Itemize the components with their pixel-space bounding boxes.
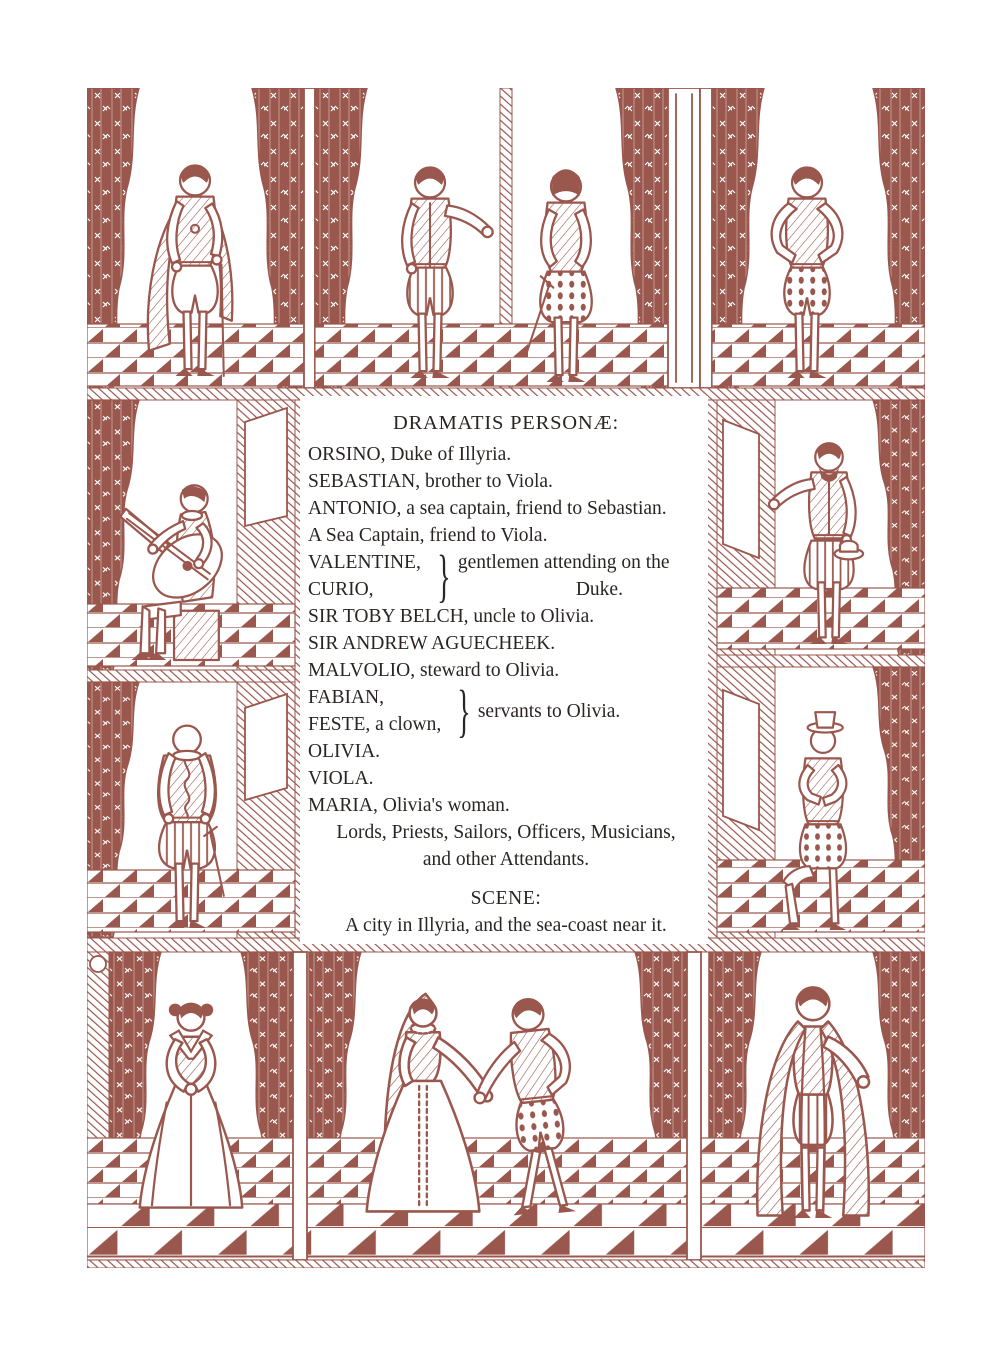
cast-entry-orsino: ORSINO, Duke of Illyria.	[308, 444, 512, 465]
figure-gentlewoman	[140, 1004, 242, 1208]
scene-block	[308, 885, 704, 939]
group-description: Duke.	[575, 579, 623, 600]
panel-dancing-clown	[717, 667, 925, 938]
cast-entry-viola: VIOLA.	[308, 768, 374, 789]
top-band	[87, 88, 925, 400]
figure-lady-in-veil	[367, 994, 492, 1212]
cast-entry-olivia: OLIVIA.	[308, 741, 381, 762]
panel-sea-captain	[717, 400, 925, 667]
stage-pole	[293, 952, 307, 1260]
cast-entry-sir-toby: SIR TOBY BELCH, uncle to Olivia.	[308, 606, 595, 627]
panel-man-akimbo	[712, 88, 925, 388]
cast-group-fabian-feste	[308, 678, 704, 743]
panel-man-with-cane	[87, 88, 304, 388]
cast-entry-fabian: FABIAN,	[308, 687, 385, 708]
scene-title: SCENE:	[470, 888, 542, 909]
dramatis-personae-panel	[300, 396, 708, 944]
cast-entry-sea-captain: A Sea Captain, friend to Viola.	[308, 525, 548, 546]
scene-description: A city in Illyria, and the sea-coast near it.	[345, 915, 667, 936]
group-description: gentlemen attending on the	[457, 552, 670, 573]
cast-entry-malvolio: MALVOLIO, steward to Olivia.	[308, 660, 560, 681]
cast-group-valentine-curio	[308, 543, 704, 608]
panel-lute-player	[87, 400, 295, 682]
cast-entry-maria: MARIA, Olivia's woman.	[308, 795, 510, 816]
cast-others-line2: and other Attendants.	[422, 849, 590, 870]
panel-two-gentlemen	[315, 88, 700, 388]
cast-entry-antonio: ANTONIO, a sea captain, friend to Sebastian.	[308, 498, 667, 519]
cast-entry-valentine: VALENTINE,	[308, 552, 421, 573]
group-description: servants to Olivia.	[477, 700, 621, 722]
cast-entry-feste: FESTE, a clown,	[308, 714, 442, 735]
bottom-band	[87, 952, 925, 1268]
page-title: DRAMATIS PERSONÆ:	[392, 412, 620, 434]
stage-pole	[687, 952, 701, 1260]
cast-others-line1: Lords, Priests, Sailors, Officers, Musicians,	[336, 822, 676, 843]
brace-glyph: }	[457, 678, 471, 743]
cast-entry-sebastian: SEBASTIAN, brother to Viola.	[308, 471, 553, 492]
cast-entry-curio: CURIO,	[308, 579, 374, 600]
panel-stout-knight	[87, 682, 295, 938]
brace-glyph: }	[437, 543, 451, 608]
cast-entry-sir-andrew: SIR ANDREW AGUECHEEK.	[308, 633, 556, 654]
